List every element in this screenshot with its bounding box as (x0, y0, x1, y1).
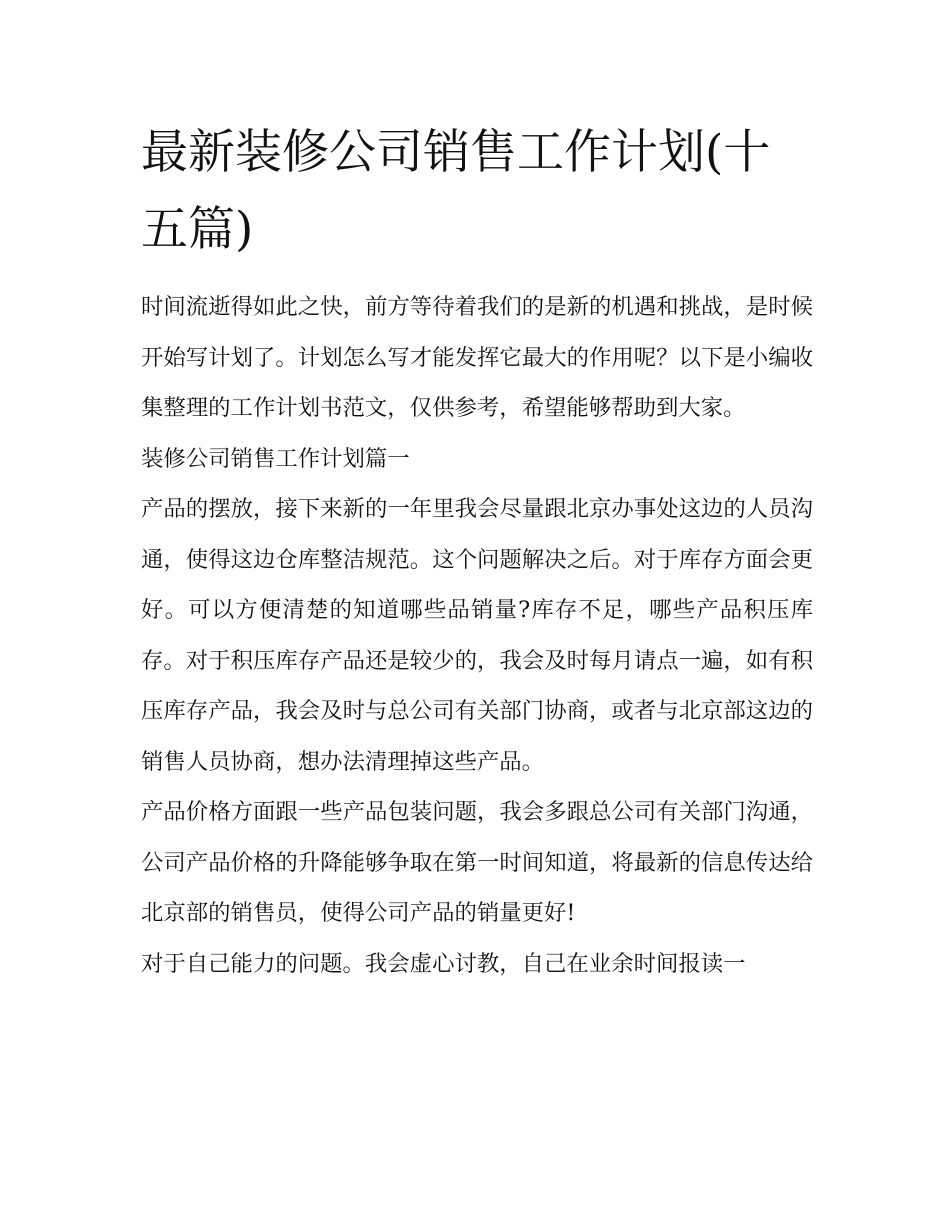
document-title: 最新装修公司销售工作计划(十五篇) (141, 125, 771, 257)
body-paragraph-ability: 对于自己能力的问题。我会虚心讨教，自己在业余时间报读一 (141, 950, 746, 977)
document-page (141, 114, 813, 989)
body-paragraph-products: 产品的摆放，接下来新的一年里我会尽量跟北京办事处这边的人员沟通，使得这边仓库整洁规范。这个问题解决之后。对于库存方面会更好。可以方便清楚的知道哪些品销量?库存不足，哪些产品积压库存。对于积压库存产品还是较少的，我会及时每月请点一遍，如有积压库存产品，我会及时与总公司有关部门协商，或者与北京部这边的销售人员协商，想办法清理掉这些产品。 (141, 496, 813, 775)
body-paragraph-pricing: 产品价格方面跟一些产品包装问题，我会多跟总公司有关部门沟通，公司产品价格的升降能够争取在第一时间知道，将最新的信息传达给北京部的销售员，使得公司产品的销量更好! (141, 799, 813, 926)
section-heading: 装修公司销售工作计划篇一 (141, 445, 410, 472)
intro-paragraph: 时间流逝得如此之快，前方等待着我们的是新的机遇和挑战，是时候开始写计划了。计划怎么写才能发挥它最大的作用呢？以下是小编收集整理的工作计划书范文，仅供参考，希望能够帮助到大家。 (141, 294, 813, 421)
